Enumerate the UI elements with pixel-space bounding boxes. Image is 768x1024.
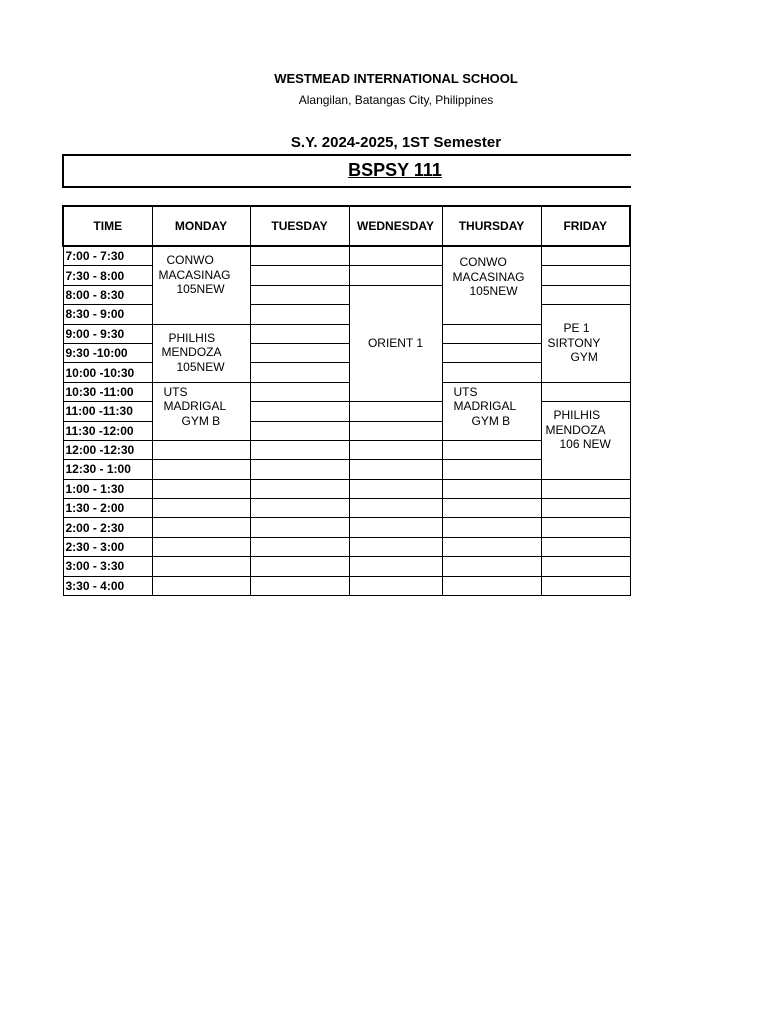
class-teacher: MACASINAG [452, 269, 525, 284]
empty-cell [250, 537, 349, 556]
empty-cell [250, 363, 349, 382]
time-cell: 11:30 -12:00 [63, 421, 152, 440]
header-friday: FRIDAY [541, 206, 630, 246]
class-room: GYM B [471, 413, 511, 428]
empty-cell [541, 479, 630, 498]
class-teacher: SIRTONY [547, 335, 601, 350]
empty-cell [250, 460, 349, 479]
class-cell-wed-orient [349, 285, 442, 401]
empty-cell [152, 537, 250, 556]
class-subject: CONWO [166, 253, 214, 267]
table-row [63, 285, 630, 304]
header-time: TIME [63, 206, 152, 246]
empty-cell [442, 363, 541, 382]
class-subject: UTS [163, 384, 188, 399]
empty-cell [250, 324, 349, 343]
empty-cell [250, 421, 349, 440]
class-cell-mon-uts [152, 382, 250, 440]
table-row [63, 537, 630, 556]
class-teacher: MADRIGAL [453, 399, 517, 414]
empty-cell [541, 518, 630, 537]
time-cell: 9:30 -10:00 [63, 343, 152, 362]
class-teacher: MADRIGAL [163, 399, 227, 414]
empty-cell [442, 576, 541, 595]
empty-cell [152, 499, 250, 518]
empty-cell [152, 557, 250, 576]
empty-cell [250, 285, 349, 304]
empty-cell [250, 479, 349, 498]
time-cell: 2:30 - 3:00 [63, 537, 152, 556]
empty-cell [442, 343, 541, 362]
empty-cell [541, 537, 630, 556]
time-cell: 8:30 - 9:00 [63, 305, 152, 324]
empty-cell [250, 305, 349, 324]
empty-cell [349, 266, 442, 285]
empty-cell [152, 479, 250, 498]
empty-cell [250, 576, 349, 595]
empty-cell [541, 557, 630, 576]
empty-cell [349, 479, 442, 498]
time-cell: 7:30 - 8:00 [63, 266, 152, 285]
empty-cell [152, 460, 250, 479]
school-name: WESTMEAD INTERNATIONAL SCHOOL [274, 71, 518, 86]
empty-cell [250, 557, 349, 576]
time-cell: 2:00 - 2:30 [63, 518, 152, 537]
empty-cell [541, 499, 630, 518]
class-teacher: MENDOZA [161, 345, 222, 360]
time-cell: 1:30 - 2:00 [63, 499, 152, 518]
class-subject: ORIENT 1 [367, 336, 424, 351]
class-subject: PE 1 [563, 321, 590, 336]
schedule-table [62, 205, 631, 596]
table-row [63, 402, 630, 421]
empty-cell [250, 440, 349, 459]
time-cell: 10:00 -10:30 [63, 363, 152, 382]
empty-cell [349, 499, 442, 518]
empty-cell [541, 246, 630, 266]
school-address: Alangilan, Batangas City, Philippines [298, 93, 494, 107]
empty-cell [541, 576, 630, 595]
header-monday: MONDAY [152, 206, 250, 246]
table-row [63, 518, 630, 537]
class-subject: PHILHIS [168, 330, 216, 345]
empty-cell [541, 285, 630, 304]
empty-cell [349, 402, 442, 421]
class-room: GYM [570, 350, 598, 365]
table-row [63, 246, 630, 266]
table-row [63, 266, 630, 285]
table-row [63, 305, 630, 324]
empty-cell [250, 518, 349, 537]
empty-cell [250, 343, 349, 362]
class-room: 105NEW [469, 284, 518, 298]
empty-cell [349, 460, 442, 479]
class-cell-thu-conwo [442, 246, 541, 324]
class-room: 106 NEW [559, 437, 611, 452]
empty-cell [442, 518, 541, 537]
time-cell: 3:00 - 3:30 [63, 557, 152, 576]
class-subject: UTS [453, 384, 478, 399]
header-row [63, 206, 630, 246]
header-tuesday: TUESDAY [250, 206, 349, 246]
table-row [63, 576, 630, 595]
empty-cell [349, 518, 442, 537]
empty-cell [442, 499, 541, 518]
header-thursday: THURSDAY [442, 206, 541, 246]
time-cell: 7:00 - 7:30 [63, 246, 152, 266]
class-room: 105NEW [176, 359, 225, 374]
empty-cell [152, 440, 250, 459]
empty-cell [541, 382, 630, 401]
time-cell: 1:00 - 1:30 [63, 479, 152, 498]
empty-cell [349, 440, 442, 459]
class-cell-mon-conwo [152, 246, 250, 324]
class-teacher: MENDOZA [545, 422, 606, 437]
empty-cell [250, 499, 349, 518]
empty-cell [152, 518, 250, 537]
class-room: 105NEW [176, 282, 225, 296]
table-row [63, 557, 630, 576]
class-cell-fri-philhis [541, 402, 630, 480]
time-cell: 10:30 -11:00 [63, 382, 152, 401]
table-row [63, 382, 630, 401]
class-title: BSPSY 111 [348, 160, 442, 180]
class-teacher: MACASINAG [158, 267, 231, 282]
empty-cell [349, 557, 442, 576]
empty-cell [250, 402, 349, 421]
time-cell: 12:30 - 1:00 [63, 460, 152, 479]
class-subject: CONWO [459, 255, 507, 269]
empty-cell [349, 576, 442, 595]
header-wednesday: WEDNESDAY [349, 206, 442, 246]
school-year: S.Y. 2024-2025, 1ST Semester [290, 134, 502, 151]
empty-cell [442, 460, 541, 479]
empty-cell [442, 479, 541, 498]
time-cell: 9:00 - 9:30 [63, 324, 152, 343]
time-cell: 12:00 -12:30 [63, 440, 152, 459]
class-room: GYM B [181, 413, 221, 428]
empty-cell [250, 382, 349, 401]
time-cell: 8:00 - 8:30 [63, 285, 152, 304]
class-cell-fri-pe [541, 305, 630, 383]
empty-cell [152, 576, 250, 595]
empty-cell [250, 246, 349, 266]
empty-cell [442, 440, 541, 459]
class-cell-mon-philhis [152, 324, 250, 382]
table-row [63, 499, 630, 518]
time-cell: 11:00 -11:30 [63, 402, 152, 421]
empty-cell [349, 246, 442, 266]
empty-cell [541, 266, 630, 285]
time-cell: 3:30 - 4:00 [63, 576, 152, 595]
empty-cell [250, 266, 349, 285]
empty-cell [349, 537, 442, 556]
empty-cell [442, 324, 541, 343]
table-row [63, 479, 630, 498]
class-subject: PHILHIS [553, 408, 601, 423]
empty-cell [349, 421, 442, 440]
empty-cell [442, 537, 541, 556]
empty-cell [442, 557, 541, 576]
class-cell-thu-uts [442, 382, 541, 440]
